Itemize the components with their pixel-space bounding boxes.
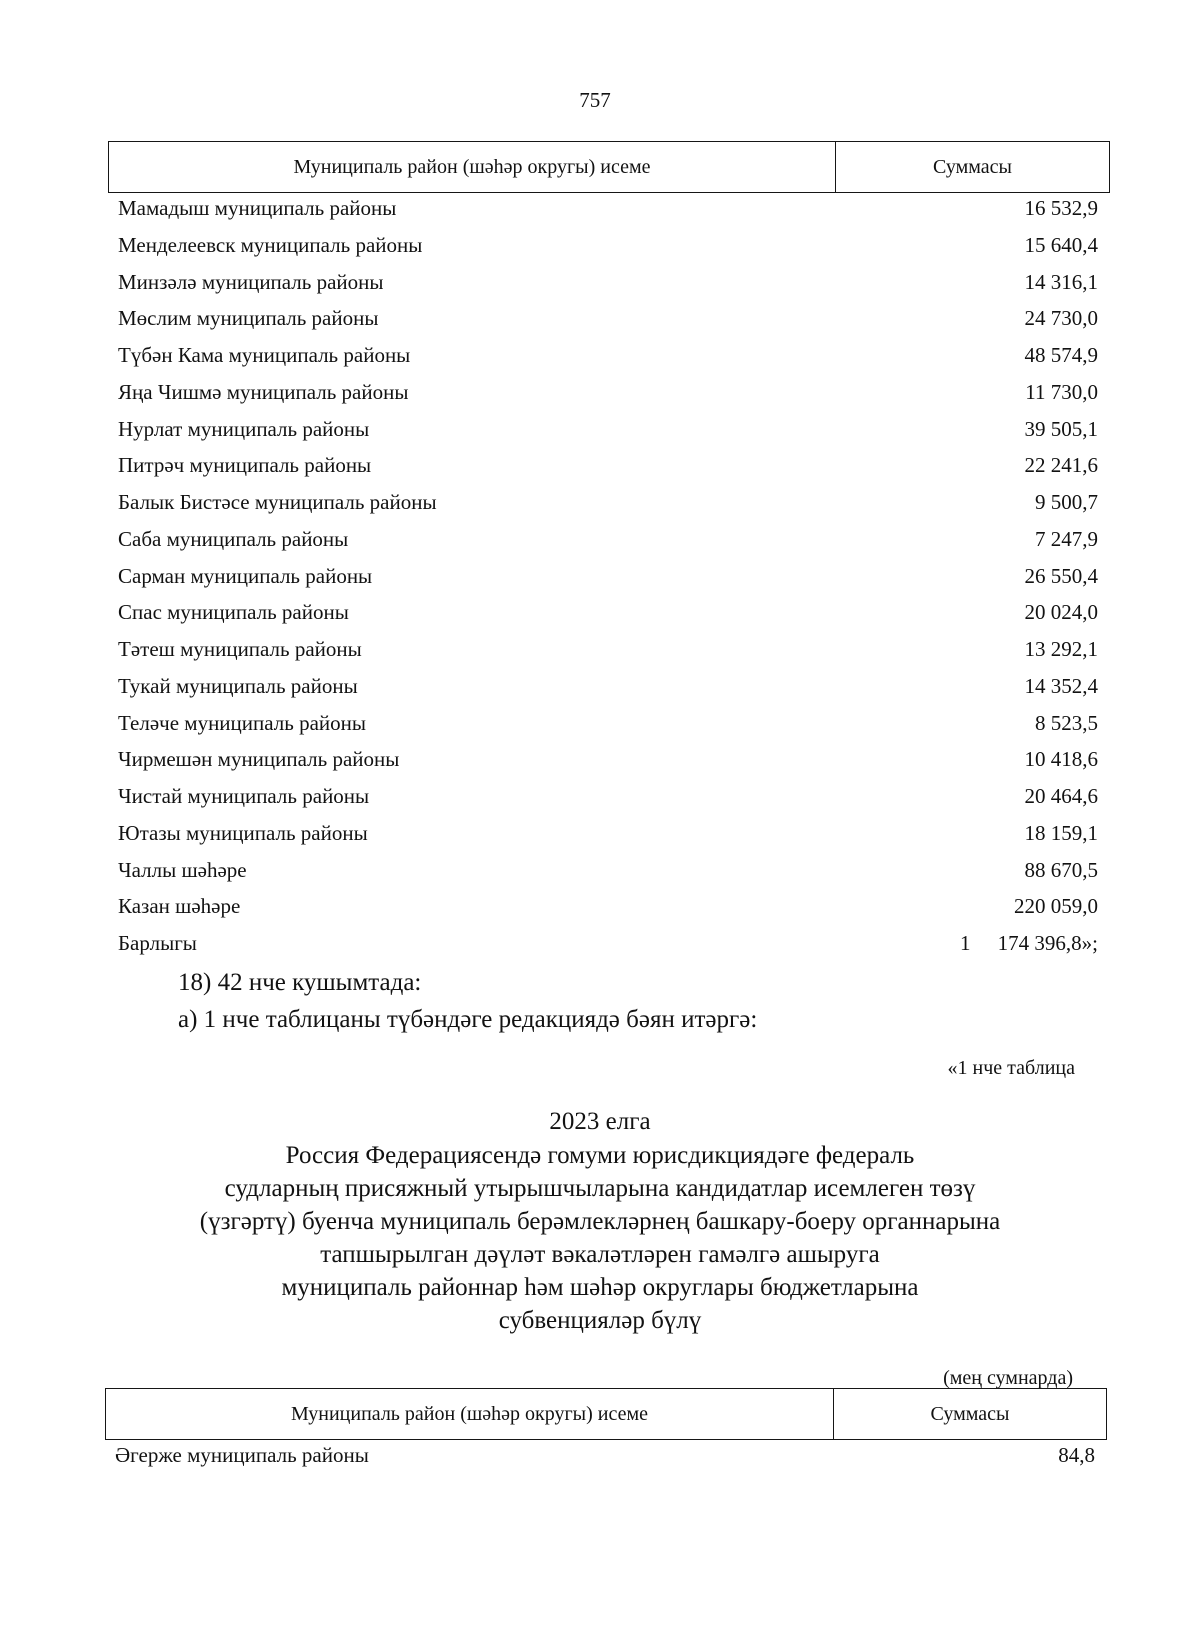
row-value: 14 352,4 (1024, 673, 1098, 698)
table-total-row (118, 929, 1098, 957)
table1-header-name-col: Муниципаль район (шәһәр округы) исеме (109, 142, 836, 192)
total-value: 174 396,8»; (997, 931, 1098, 955)
row-value: 39 505,1 (1024, 416, 1098, 441)
row-value: 8 523,5 (1035, 710, 1098, 735)
row-name: Саба муниципаль районы (118, 526, 349, 551)
table-row (118, 709, 1098, 737)
row-value: 10 418,6 (1024, 747, 1098, 772)
title-line: Россия Федерациясендә гомуми юрисдикциядәге федераль (285, 1142, 915, 1169)
title-line: муниципаль районнар һәм шәһәр округлары бюджетларына (281, 1274, 919, 1301)
row-name: Менделеевск муниципаль районы (118, 232, 423, 257)
title-line: тапшырылган дәүләт вәкаләтләрен гамәлгә ашыруга (320, 1241, 880, 1268)
table1-header-sum-col: Суммасы (933, 155, 1012, 178)
row-value: 20 024,0 (1024, 600, 1098, 625)
table-row (118, 635, 1098, 663)
row-name: Чирмешән муниципаль районы (118, 747, 400, 772)
row-name: Әгерже муниципаль районы (115, 1443, 369, 1467)
table1-rows (118, 194, 1098, 964)
units-note: (мең сумнарда) (943, 1367, 1073, 1389)
table-row (118, 341, 1098, 369)
amendment-subitem: а) 1 нче таблицаны түбәндәге редакциядә бәян итәргә: (178, 1006, 758, 1033)
table-row (118, 194, 1098, 222)
table-row (118, 451, 1098, 479)
table-row (118, 819, 1098, 847)
table-row (118, 782, 1098, 810)
row-name: Тукай муниципаль районы (118, 673, 358, 698)
row-name: Сарман муниципаль районы (118, 563, 373, 588)
row-name: Спас муниципаль районы (118, 600, 349, 625)
total-value-lead: 1 (960, 931, 971, 955)
row-value: 22 241,6 (1024, 453, 1098, 478)
page-number: 757 (579, 88, 611, 112)
row-name: Казан шәһәре (118, 894, 241, 919)
table-row (118, 892, 1098, 920)
table-row (118, 415, 1098, 443)
row-name: Питрәч муниципаль районы (118, 453, 372, 478)
row-value: 26 550,4 (1024, 563, 1098, 588)
row-value: 88 670,5 (1024, 857, 1098, 882)
row-name: Балык Бистәсе муниципаль районы (118, 490, 437, 514)
table-label: «1 нче таблица (947, 1057, 1075, 1079)
row-name: Түбән Кама муниципаль районы (118, 343, 411, 367)
row-name: Чистай муниципаль районы (118, 784, 370, 808)
title-year: 2023 елга (549, 1108, 651, 1135)
row-value: 14 316,1 (1024, 269, 1098, 294)
table-row (118, 268, 1098, 296)
table2-header-sum-col: Суммасы (930, 1402, 1010, 1425)
row-value: 48 574,9 (1024, 343, 1098, 367)
table-row (118, 525, 1098, 553)
table-row (118, 672, 1098, 700)
row-name: Чаллы шәһәре (118, 857, 247, 882)
row-name: Ютазы муниципаль районы (118, 820, 368, 845)
title-line: (үзгәртү) буенча муниципаль берәмлекләрнең башкару-боеру органнарына (199, 1208, 1001, 1235)
row-name: Тәтеш муниципаль районы (118, 637, 362, 661)
total-label: Барлыгы (118, 931, 197, 955)
row-name: Теләче муниципаль районы (118, 710, 366, 735)
row-value: 220 059,0 (1014, 894, 1098, 919)
table-row (118, 745, 1098, 773)
row-value: 9 500,7 (1035, 490, 1098, 514)
row-name: Нурлат муниципаль районы (118, 416, 370, 441)
row-value: 20 464,6 (1024, 784, 1098, 808)
table-row (118, 598, 1098, 626)
table-row (115, 1441, 1095, 1469)
row-value: 7 247,9 (1035, 526, 1098, 551)
row-value: 16 532,9 (1024, 196, 1098, 220)
table-row (118, 378, 1098, 406)
row-value: 11 730,0 (1025, 379, 1098, 404)
amendment-item: 18) 42 нче кушымтада: (178, 969, 422, 996)
table-row (118, 304, 1098, 332)
row-value: 84,8 (1058, 1443, 1095, 1467)
row-value: 15 640,4 (1024, 232, 1098, 257)
table-row (118, 856, 1098, 884)
row-name: Минзәлә муниципаль районы (118, 269, 384, 294)
table-row (118, 488, 1098, 516)
row-name: Мөслим муниципаль районы (118, 306, 379, 331)
table2-header (105, 1388, 1107, 1440)
title-line: судларның присяжный утырышчыларына кандидатлар исемлеген төзү (224, 1175, 976, 1202)
table2-rows (115, 1441, 1095, 1471)
row-value: 13 292,1 (1024, 637, 1098, 661)
title-line: субвенцияләр бүлү (498, 1307, 702, 1334)
row-value: 18 159,1 (1024, 820, 1098, 845)
row-name: Яңа Чишмә муниципаль районы (118, 379, 409, 404)
table-row (118, 231, 1098, 259)
row-name: Мамадыш муниципаль районы (118, 196, 397, 220)
table-row (118, 562, 1098, 590)
table2-header-name-col: Муниципаль район (шәһәр округы) исеме (106, 1389, 834, 1439)
table1-header (108, 141, 1110, 193)
row-value: 24 730,0 (1024, 306, 1098, 331)
